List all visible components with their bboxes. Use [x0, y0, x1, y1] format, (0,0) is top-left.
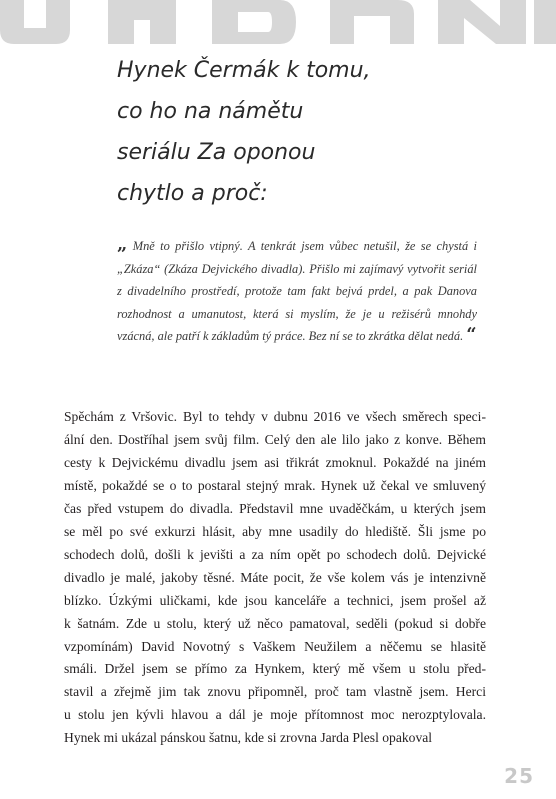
body-line: čas před vstupem do divadla. Představil mne uvaděčkám, u kterých jsem: [64, 500, 486, 516]
open-quote-mark: „: [117, 234, 128, 255]
page-number: 25: [504, 764, 534, 788]
body-line: Hynek mi ukázal pánskou šatnu, kde si zrovna Jarda Plesl opakoval: [64, 730, 433, 746]
body-paragraph: [64, 406, 486, 750]
body-line: divadlo je malé, jakoby těsné. Máte pocit, že vše kolem vás je intenzivně: [64, 569, 486, 585]
body-line: Spěchám z Vršovic. Byl to tehdy v dubnu 2016 ve všech směrech speci-: [64, 409, 486, 424]
heading-line: co ho na námětu: [117, 99, 304, 124]
body-line: schodech dolů, došli k jevišti a za ním opět po schodech dolů. Dejvické: [64, 546, 486, 562]
body-line: smáli. Držel jsem se přímo za Hynkem, který mě všem u stolu před-: [64, 661, 486, 677]
decorative-letters-graphic: [0, 0, 556, 44]
close-quote-mark: “: [466, 324, 477, 346]
body-line: u stolu jen kývli hlavou a dál je moje přítomnost moc nerozptylovala.: [64, 707, 486, 723]
heading-line: Hynek Čermák k tomu,: [117, 58, 371, 83]
quote-text: Mně to přišlo vtipný. A tenkrát jsem vůbec netušil, že se chystá i „Zkáza“ (Zkáza Dejvického divadla). Přišlo mi zajímavý vytvořit seriál z divadelního prostředí, protože tam fakt bejvá prdel, a pak Danova rozhodnost a umanutost, která si myslím, že je u režisérů mnohdy vzácná, ale patří k základům tý práce. Bez ní se to zkrátka dělat nedá.: [117, 239, 477, 344]
body-line: se měl po své exkurzi hlásit, aby mne usadily do hlediště. Šli jsme po: [64, 523, 486, 539]
heading-line: chytlo a proč:: [117, 181, 268, 206]
body-line: stavil a zřejmě jim tak znovu připomněl, proč tam vlastně jsem. Herci: [64, 684, 486, 700]
body-line: místě, pokaždé se o to postaral stejný mrak. Hynek už čekal ve smluvený: [64, 477, 486, 493]
pull-quote: [117, 235, 477, 348]
body-line: ální den. Dostříhal jsem svůj film. Celý den ale lilo jako z konve. Během: [64, 431, 486, 447]
body-line: cesty k Dejvickému divadlu jsem asi třikrát zmoknul. Pokaždé na jiném: [64, 454, 486, 470]
body-line: k šatnám. Zde u stolu, který už něco pamatoval, seděli (pokud si dobře: [64, 615, 486, 631]
decorative-header-letters: [0, 0, 556, 44]
heading-line: seriálu Za oponou: [117, 140, 316, 165]
body-line: vzpomínám) David Novotný s Vaškem Neužilem a něčemu se hlasitě: [64, 638, 486, 654]
body-line: blízko. Úzkými uličkami, kde jsou kanceláře a technici, jsem prošel až: [64, 592, 486, 608]
interview-heading: [117, 50, 497, 214]
